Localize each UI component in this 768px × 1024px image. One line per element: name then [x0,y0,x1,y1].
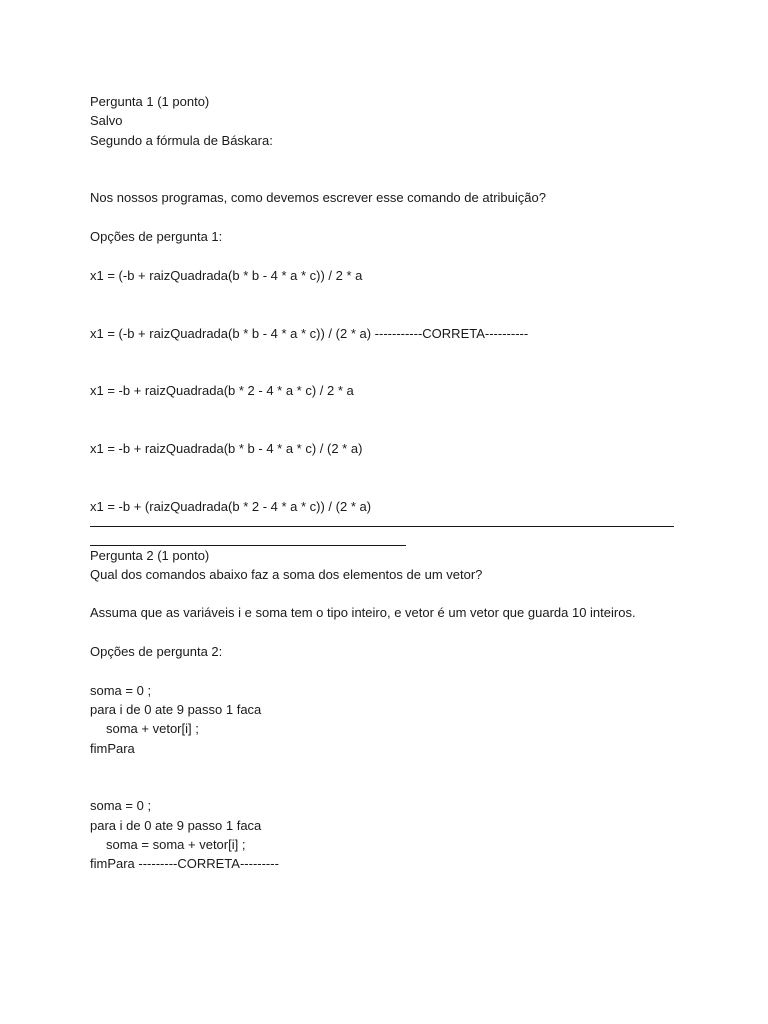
spacer [90,401,690,440]
question-2-option-b-line-1: soma = 0 ; [90,798,152,814]
spacer [90,623,690,642]
spacer [90,661,690,680]
question-1-intro: Segundo a fórmula de Báskara: [90,132,273,148]
spacer [90,150,690,189]
question-1-prompt: Nos nossos programas, como devemos escrever esse comando de atribuição? [90,190,546,206]
question-2-header: Pergunta 2 (1 ponto) [90,547,210,563]
spacer [90,208,690,227]
question-1-status: Salvo [90,113,123,129]
question-2-prompt: Qual dos comandos abaixo faz a soma dos elementos de um vetor? [90,566,483,582]
document-page [90,92,690,874]
question-1-option-b: x1 = (-b + raizQuadrada(b * b - 4 * a * c)) / (2 * a) -----------CORRETA---------- [90,325,529,341]
question-1-header: Pergunta 1 (1 ponto) [90,94,210,109]
question-1-option-c: x1 = -b + raizQuadrada(b * 2 - 4 * a * c) / 2 * a [90,383,354,399]
question-2-option-a-line-4: fimPara [90,740,135,756]
question-2-option-a-line-3: soma + vetor[i] ; [106,721,199,737]
question-1-option-e: x1 = -b + (raizQuadrada(b * 2 - 4 * a * c)) / (2 * a) [90,499,372,515]
question-2-options-label: Opções de pergunta 2: [90,644,223,660]
question-1-option-d: x1 = -b + raizQuadrada(b * b - 4 * a * c) / (2 * a) [90,441,363,457]
separator-line-long [90,526,674,527]
spacer [90,584,690,603]
question-2-option-a-line-1: soma = 0 ; [90,682,152,698]
question-2-option-b-line-2: para i de 0 ate 9 passo 1 faca [90,817,262,833]
question-1-option-a: x1 = (-b + raizQuadrada(b * b - 4 * a * c)) / 2 * a [90,267,363,283]
spacer [90,285,690,324]
question-2-assumption: Assuma que as variáveis i e soma tem o tipo inteiro, e vetor é um vetor que guarda 10 inteiros. [90,605,636,621]
question-1-options-label: Opções de pergunta 1: [90,229,223,245]
spacer [90,758,690,797]
spacer [90,246,690,265]
spacer [90,459,690,498]
question-2-option-b-line-4: fimPara ---------CORRETA--------- [90,856,279,872]
question-2-option-a-line-2: para i de 0 ate 9 passo 1 faca [90,701,262,717]
spacer [90,343,690,382]
question-2-option-b-line-3: soma = soma + vetor[i] ; [106,836,246,852]
